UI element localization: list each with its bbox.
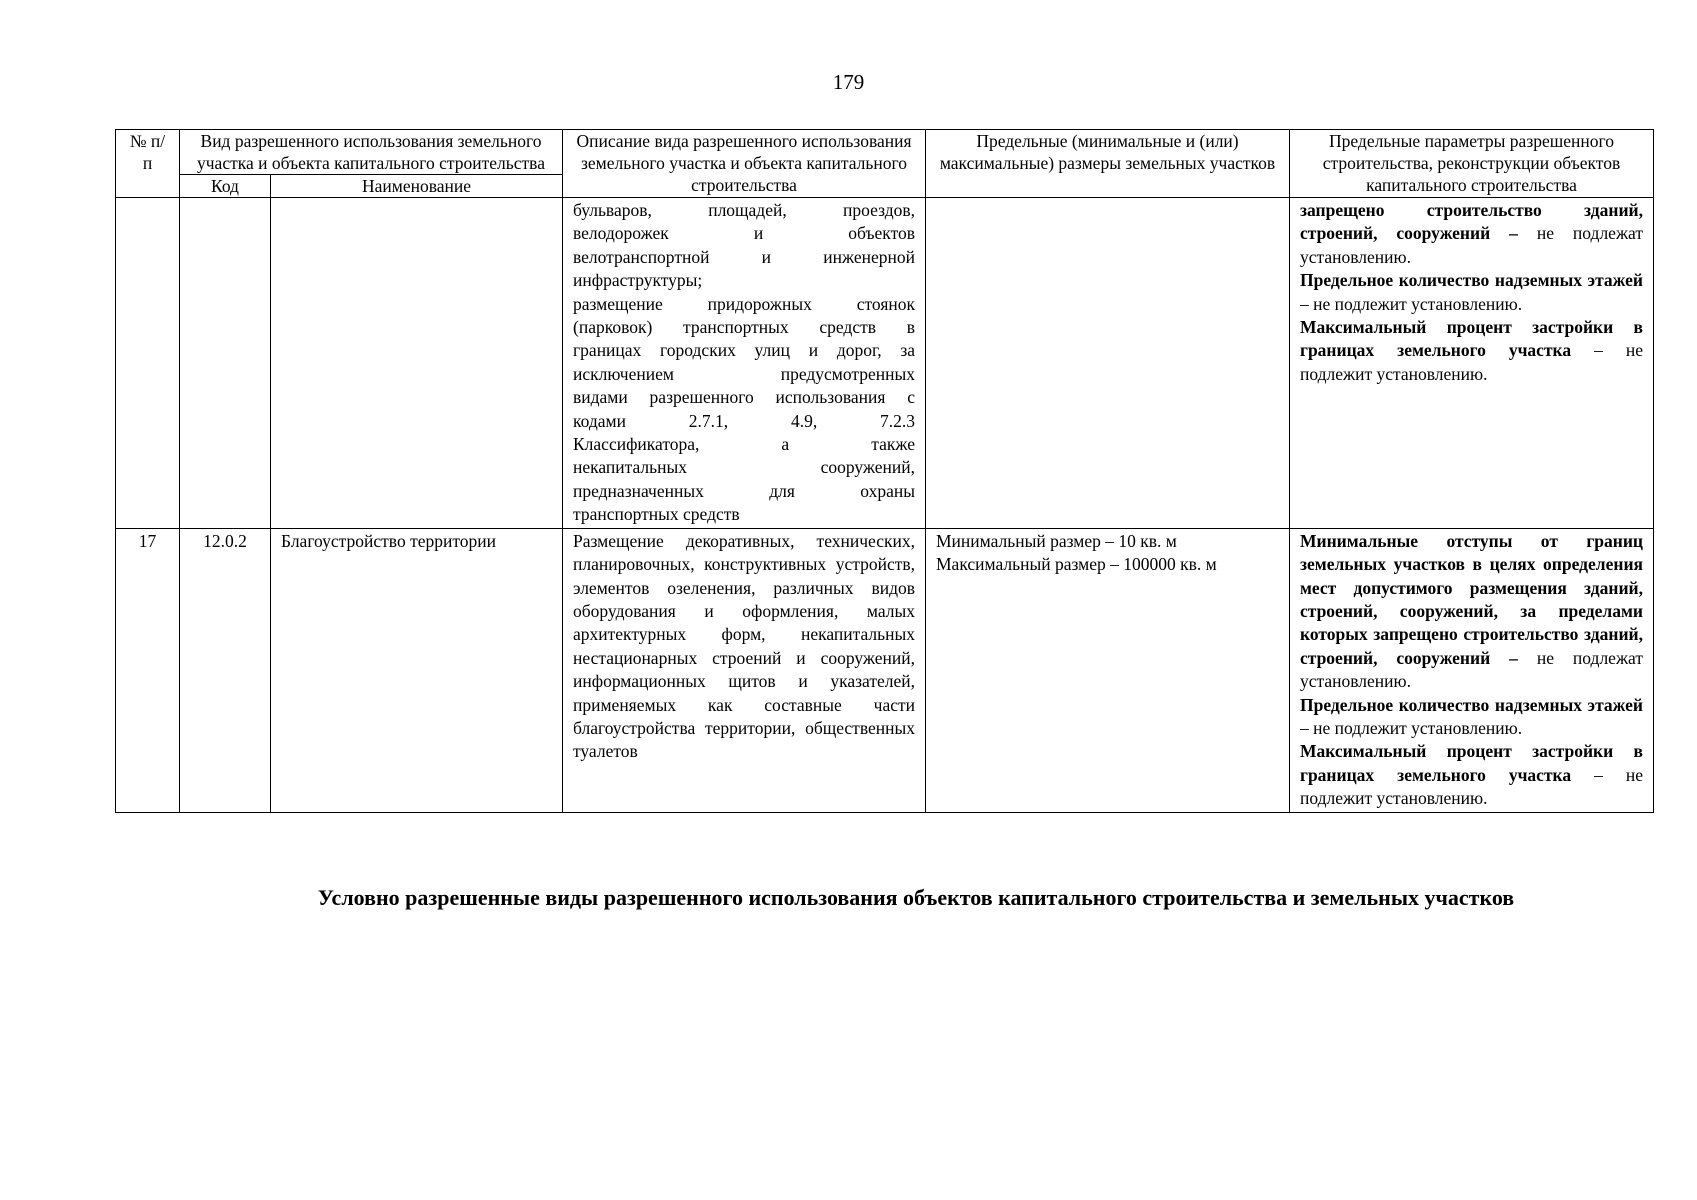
description-line: исключением предусмотренных [573,363,915,384]
param-normal: – не подлежит установлению. [1300,717,1523,738]
param-normal: – не подлежит установлению. [1300,764,1643,809]
param-bold: Минимальные отступы от границ земельных участков в целях определения мест допустимого размещения зданий, строений, сооружений, за пределами которых запрещено строительство зданий, строений, сооружений – [1300,530,1643,668]
header-opisanie: Описание вида разрешенного использования земельного участка и объекта капитального строительства [563,130,926,198]
description-line: видами разрешенного использования с [573,387,915,408]
header-parametry: Предельные параметры разрешенного строительства, реконструкции объектов капитального строительства [1290,130,1654,198]
description-line: некапитальных сооружений, [573,457,915,478]
param-normal: не подлежат установлению. [1300,223,1644,267]
regulations-table [115,129,1654,813]
size-max: Максимальный размер – 100000 кв. м [936,554,1217,575]
description-line: границах городских улиц и дорог, за [573,340,915,361]
header-naimenovanie: Наименование [271,175,563,198]
table-row [116,198,1654,529]
description-line: транспортных средств [573,504,740,525]
row-description: Размещение декоративных, технических, планировочных, конструктивных устройств, элементов озеленения, различных видов оборудования и оформления, малых архитектурных форм, некапитальных нестационарных строений и сооружений, информационных щитов и указателей, применяемых как составные части благоустройства территории, общественных туалетов [563,528,926,812]
param-bold: Предельное количество надземных этажей [1300,694,1643,715]
header-kod: Код [180,175,271,198]
param-block [1300,694,1643,741]
description-line: кодами 2.7.1, 4.9, 7.2.3 [573,410,915,431]
row-sizes [926,528,1290,812]
param-block [1300,199,1643,269]
row-params [1290,528,1654,812]
param-block [1300,316,1643,386]
param-normal: – не подлежит установлению. [1300,340,1643,384]
description-line: инфраструктуры; [573,270,703,291]
description-line: (парковок) транспортных средств в [573,317,915,338]
param-block [1300,269,1643,316]
row-name: Благоустройство территории [271,528,563,812]
header-num: № п/п [116,130,180,198]
row-sizes [926,198,1290,529]
section-heading: Условно разрешенные виды разрешенного использования объектов капитального строительства и земельных участков [317,885,1515,910]
row-code [180,198,271,529]
row-description [563,198,926,529]
size-min: Минимальный размер – 10 кв. м [936,530,1177,551]
row-num [116,198,180,529]
table-row [116,528,1654,812]
row-params [1290,198,1654,529]
description-line: велодорожек и объектов [573,223,915,244]
row-num: 17 [116,528,180,812]
header-vid-group: Вид разрешенного использования земельного участка и объекта капитального строительства [180,130,563,175]
param-bold: Максимальный процент застройки в границах земельного участка [1300,741,1643,785]
header-razmery: Предельные (минимальные и (или) максимальные) размеры земельных участков [926,130,1290,198]
param-bold: Максимальный процент застройки в границах земельного участка [1300,317,1643,361]
param-block [1300,530,1643,694]
row-name [271,198,563,529]
description-line: велотранспортной и инженерной [573,246,915,267]
description-line: бульваров, площадей, проездов, [573,200,915,220]
param-bold: Предельное количество надземных этажей [1300,270,1643,291]
description-line: предназначенных для охраны [573,480,915,501]
description-line: размещение придорожных стоянок [573,293,915,314]
param-normal: – не подлежит установлению. [1300,293,1523,314]
param-bold: запрещено строительство зданий, строений, сооружений – [1300,200,1643,244]
param-block [1300,740,1643,810]
row-code: 12.0.2 [180,528,271,812]
param-normal: не подлежат установлению. [1300,647,1644,692]
page-number: 179 [832,70,865,94]
table-header [116,130,1654,198]
description-line: Классификатора, а также [573,434,915,455]
